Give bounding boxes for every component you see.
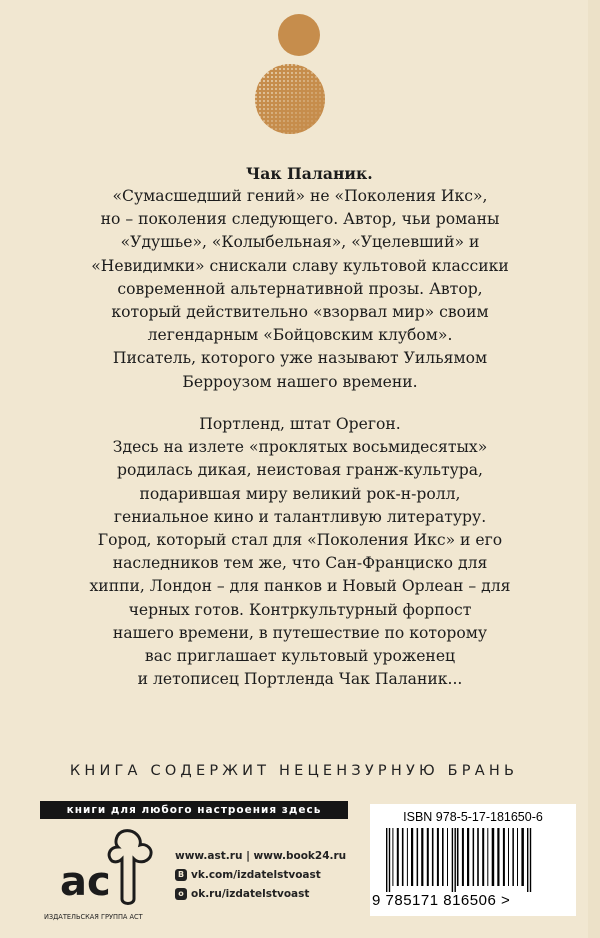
barcode-bar	[482, 828, 484, 886]
barcode-digits: 9 785171 816506 >	[372, 892, 511, 909]
barcode-bar	[457, 828, 459, 886]
text-line: хиппи, Лондон – для панков и Новый Орлеан – для	[89, 577, 511, 596]
barcode-bar	[452, 828, 453, 892]
text-line: Берроузом нашего времени.	[182, 372, 418, 391]
barcode-box	[370, 804, 576, 916]
small-circle-ornament	[278, 14, 320, 56]
text-line: «Сумасшедший гений» не «Поколения Икс»,	[112, 187, 488, 205]
text-line: легендарным «Бойцовским клубом».	[147, 326, 453, 345]
barcode-bar	[508, 828, 509, 886]
text-line: подарившая миру великий рок-н-ролл,	[139, 484, 461, 503]
slogan-banner: книги для любого настроения здесь	[40, 801, 348, 819]
ok-icon: o	[175, 888, 187, 900]
text-line: «Удушье», «Колыбельная», «Уцелевший» и	[120, 233, 480, 252]
logo-lettering: ac	[60, 859, 111, 905]
cover-edge	[588, 0, 600, 938]
barcode-bar	[397, 828, 399, 886]
barcode-bar	[411, 828, 413, 886]
text-line: но – поколения следующего. Автор, чьи романы	[100, 210, 500, 229]
barcode-bar	[417, 828, 419, 886]
content-warning: КНИГА СОДЕРЖИТ НЕЦЕНЗУРНУЮ БРАНЬ	[69, 763, 519, 779]
text-line: наследников тем же, что Сан-Франциско для	[112, 554, 488, 573]
barcode-bar	[530, 828, 531, 892]
isbn-label: ISBN 978-5-17-181650-6	[403, 810, 543, 824]
barcode-bar	[392, 828, 393, 886]
barcode-bar	[455, 828, 456, 892]
text-line: Писатель, которого уже называют Уильямом	[112, 349, 488, 368]
text-line: родилась дикая, неистовая гранж-культура,	[117, 461, 483, 480]
vk-link[interactable]	[175, 865, 346, 884]
text-line: Здесь на излете «проклятых восьмидесятых»	[112, 438, 488, 457]
text-line: «Невидимки» снискали славу культовой классики	[91, 256, 509, 275]
description-paragraph-2	[60, 413, 540, 691]
barcode-bar	[407, 828, 408, 886]
barcode-bar	[427, 828, 429, 886]
text-line: гениальное кино и талантливую литературу.	[113, 507, 487, 526]
barcode-bar	[503, 828, 505, 886]
text-line: и летописец Портленда Чак Паланик...	[137, 670, 463, 689]
vk-icon: B	[175, 869, 187, 881]
text-line: современной альтернативной прозы. Автор,	[117, 279, 483, 298]
author-name: Чак Паланик.	[246, 164, 373, 183]
text-line: Город, который стал для «Поколения Икс» и его	[97, 531, 503, 550]
barcode-bars	[384, 828, 564, 892]
ok-link[interactable]	[175, 884, 346, 903]
vk-link-label: vk.com/izdatelstvoast	[191, 868, 321, 881]
barcode-bar	[521, 828, 524, 886]
text-line: который действительно «взорвал мир» своим	[111, 303, 489, 322]
barcode-bar	[432, 828, 434, 886]
barcode-bar	[447, 828, 448, 886]
barcode-bar	[467, 828, 469, 886]
barcode-bar	[517, 828, 518, 886]
text-line: нашего времени, в путешествие по которому	[112, 623, 488, 642]
barcode-bar	[527, 828, 528, 892]
website-links[interactable]: www.ast.ru | www.book24.ru	[175, 849, 347, 862]
text-line: Портленд, штат Орегон.	[199, 415, 401, 433]
barcode-bar	[492, 828, 495, 886]
halftone-circle-ornament	[254, 63, 326, 135]
barcode-bar	[386, 828, 387, 892]
barcode-bar	[497, 828, 499, 886]
barcode-bar	[421, 828, 423, 886]
publisher-links	[175, 846, 346, 903]
barcode-bar	[477, 828, 479, 886]
barcode-bar	[402, 828, 404, 886]
publisher-caption: ИЗДАТЕЛЬСКАЯ ГРУППА АСТ	[44, 913, 143, 921]
barcode-bar	[462, 828, 464, 886]
ok-link-label: ok.ru/izdatelstvoast	[191, 887, 310, 900]
description-paragraph-1	[60, 185, 540, 394]
barcode-bar	[487, 828, 488, 886]
text-line: вас приглашает культовый уроженец	[144, 647, 456, 666]
barcode-bar	[437, 828, 439, 886]
text-line: черных готов. Контркультурный форпост	[128, 600, 472, 619]
barcode-bar	[512, 828, 514, 886]
barcode-bar	[473, 828, 475, 886]
barcode-bar	[389, 828, 390, 892]
ast-logo	[46, 825, 162, 915]
barcode-bar	[442, 828, 444, 886]
